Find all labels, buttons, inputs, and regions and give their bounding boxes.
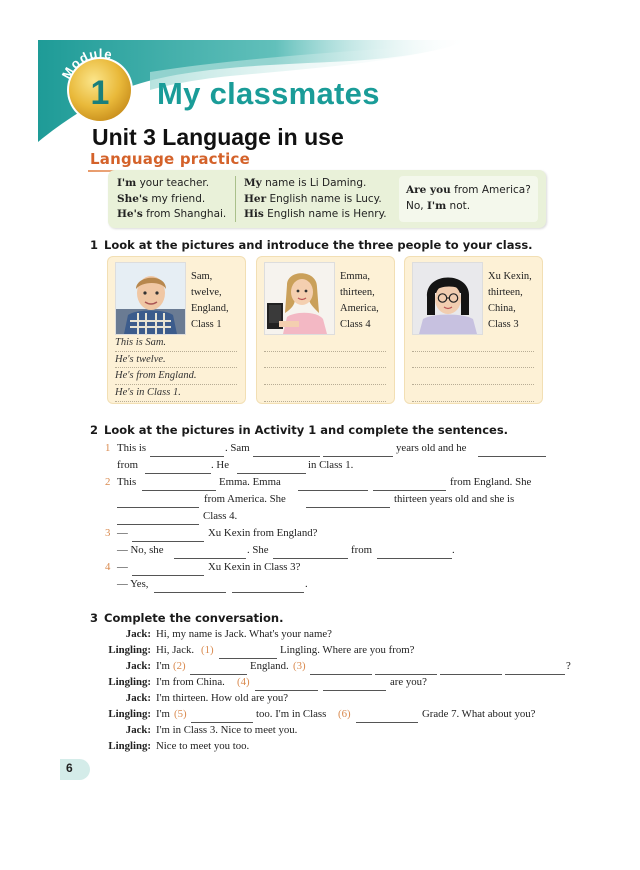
speaker-lingling: Lingling: [108, 676, 151, 688]
grammar-line: He's from Shanghai. [117, 208, 227, 220]
blank-number: (6) [338, 708, 351, 720]
person-card-xu-kexin [405, 257, 542, 403]
sentence-text: This [117, 476, 137, 488]
speaker-jack: Jack: [125, 692, 151, 704]
sentence-text: Emma. Emma [219, 476, 281, 488]
fill-blank[interactable] [323, 680, 386, 694]
dialogue-text: Grade 7. What about you? [422, 708, 536, 720]
dialogue-text: I'm from China. [156, 676, 225, 688]
grammar-divider [235, 176, 236, 222]
answer-line[interactable] [412, 352, 534, 369]
grammar-line: My name is Li Daming. [244, 177, 367, 189]
fill-blank[interactable] [298, 480, 368, 494]
sentence-text: from [351, 544, 372, 556]
grammar-col-2 [244, 176, 394, 223]
person-info: Sam, twelve, England, Class 1 [191, 271, 229, 330]
answer-line[interactable] [412, 335, 534, 352]
answer-line[interactable] [412, 385, 534, 402]
dialogue-text: I'm [156, 660, 170, 672]
module-word: Module [58, 45, 115, 82]
fill-blank[interactable] [306, 497, 390, 511]
answer-line[interactable] [264, 335, 386, 352]
dialogue-text: Hi, Jack. [156, 644, 195, 656]
fill-blank[interactable] [273, 548, 348, 562]
example-line: This is Sam. [115, 335, 237, 352]
photo-sam [115, 262, 186, 335]
grammar-line: His English name is Henry. [244, 208, 387, 220]
fill-blank[interactable] [356, 712, 418, 726]
sentence-text: from England. She [450, 476, 532, 488]
answer-line[interactable] [264, 385, 386, 402]
page-number-tab [60, 759, 90, 780]
fill-blank[interactable] [117, 497, 199, 511]
answer-line[interactable] [264, 352, 386, 369]
activity-2-instruction: Look at the pictures in Activity 1 and complete the sentences. [104, 423, 509, 437]
sentence-text: thirteen years old and she is [394, 493, 515, 505]
sentence-text: from [117, 459, 138, 471]
module-title: My classmates [157, 76, 380, 111]
grammar-col-3 [399, 176, 538, 222]
sentence-text: — [117, 561, 128, 573]
fill-blank[interactable] [505, 664, 565, 678]
fill-blank[interactable] [323, 446, 393, 460]
activity-1-number: 1 [90, 238, 99, 252]
answer-line[interactable] [264, 368, 386, 385]
sentence-text: years old and he [396, 442, 467, 454]
grammar-box [108, 170, 546, 228]
sentence-text: — Yes, [117, 578, 149, 590]
fill-blank[interactable] [310, 664, 372, 678]
person-card-emma [257, 257, 394, 403]
fill-blank[interactable] [253, 446, 320, 460]
sentence-text: from America. She [204, 493, 286, 505]
sentence-text: . She [247, 544, 269, 556]
dialogue-text: Nice to meet you too. [156, 740, 250, 752]
person-card-sam [108, 257, 245, 403]
speaker-jack: Jack: [125, 628, 151, 640]
sentence-text: . [452, 544, 455, 556]
activity-3-instruction: Complete the conversation. [104, 611, 284, 625]
grammar-line: She's my friend. [117, 192, 206, 205]
example-line: He's twelve. [115, 352, 237, 369]
fill-blank[interactable] [117, 514, 199, 528]
activity-1-instruction: Look at the pictures and introduce the three people to your class. [104, 238, 533, 252]
fill-blank[interactable] [237, 463, 306, 477]
sentence-text: . Sam [225, 442, 250, 454]
fill-blank[interactable] [478, 446, 546, 460]
item-number: 2 [105, 476, 111, 488]
dialogue-text: England. [250, 660, 289, 672]
dialogue-text: I'm thirteen. How old are you? [156, 692, 289, 704]
answer-lines [412, 335, 534, 402]
sentence-text: Class 4. [203, 510, 238, 522]
blank-number: (4) [237, 676, 250, 688]
unit-title: Unit 3 Language in use [92, 124, 344, 150]
dialogue-text: are you? [390, 676, 427, 688]
page-number: 6 [66, 761, 73, 775]
dialogue-text: I'm in Class 3. Nice to meet you. [156, 724, 298, 736]
grammar-line: Her English name is Lucy. [244, 192, 382, 205]
sentence-text: . [305, 578, 308, 590]
answer-line[interactable] [412, 368, 534, 385]
sentence-text: — [117, 527, 128, 539]
grammar-line: I'm your teacher. [117, 177, 210, 189]
fill-blank[interactable] [154, 582, 226, 596]
example-line: He's from England. [115, 368, 237, 385]
grammar-line: No, I'm not. [406, 199, 471, 212]
item-number: 3 [105, 527, 111, 539]
answer-lines [115, 335, 237, 402]
blank-number: (5) [174, 708, 187, 720]
person-info: Xu Kexin, thirteen, China, Class 3 [488, 271, 532, 330]
speaker-lingling: Lingling: [108, 708, 151, 720]
item-number: 4 [105, 561, 111, 573]
example-line: He's in Class 1. [115, 385, 237, 402]
fill-blank[interactable] [440, 664, 502, 678]
dialogue-text: Lingling. Where are you from? [280, 644, 415, 656]
speaker-lingling: Lingling: [108, 644, 151, 656]
dialogue-text: ? [566, 660, 571, 672]
blank-number: (2) [173, 660, 186, 672]
activity-2-number: 2 [90, 423, 99, 437]
grammar-col-1 [117, 176, 235, 223]
item-number: 1 [105, 442, 111, 454]
sentence-text: This is [117, 442, 147, 454]
sentence-text: in Class 1. [308, 459, 354, 471]
sentence-text: Xu Kexin from England? [208, 527, 318, 539]
dialogue-text: Hi, my name is Jack. What's your name? [156, 628, 332, 640]
sentence-text: — No, she [117, 544, 164, 556]
fill-blank[interactable] [377, 548, 452, 562]
person-info: Emma, thirteen, America, Class 4 [340, 271, 379, 330]
dialogue-text: too. I'm in Class [256, 708, 327, 720]
photo-emma [264, 262, 335, 335]
section-title: Language practice [90, 150, 250, 168]
module-number: 1 [90, 74, 110, 112]
answer-lines [264, 335, 386, 402]
fill-blank[interactable] [150, 446, 224, 460]
grammar-line: Are you from America? [406, 184, 531, 196]
fill-blank[interactable] [132, 531, 204, 545]
sentence-text: Xu Kexin in Class 3? [208, 561, 301, 573]
speaker-jack: Jack: [125, 660, 151, 672]
blank-number: (1) [201, 644, 214, 656]
fill-blank[interactable] [232, 582, 304, 596]
photo-xu-kexin [412, 262, 483, 335]
fill-blank[interactable] [145, 463, 211, 477]
fill-blank[interactable] [174, 548, 246, 562]
fill-blank[interactable] [142, 480, 216, 494]
fill-blank[interactable] [132, 565, 204, 579]
blank-number: (3) [293, 660, 306, 672]
speaker-jack: Jack: [125, 724, 151, 736]
dialogue-text: I'm [156, 708, 170, 720]
activity-3-number: 3 [90, 611, 99, 625]
sentence-text: . He [211, 459, 229, 471]
fill-blank[interactable] [373, 480, 446, 494]
speaker-lingling: Lingling: [108, 740, 151, 752]
